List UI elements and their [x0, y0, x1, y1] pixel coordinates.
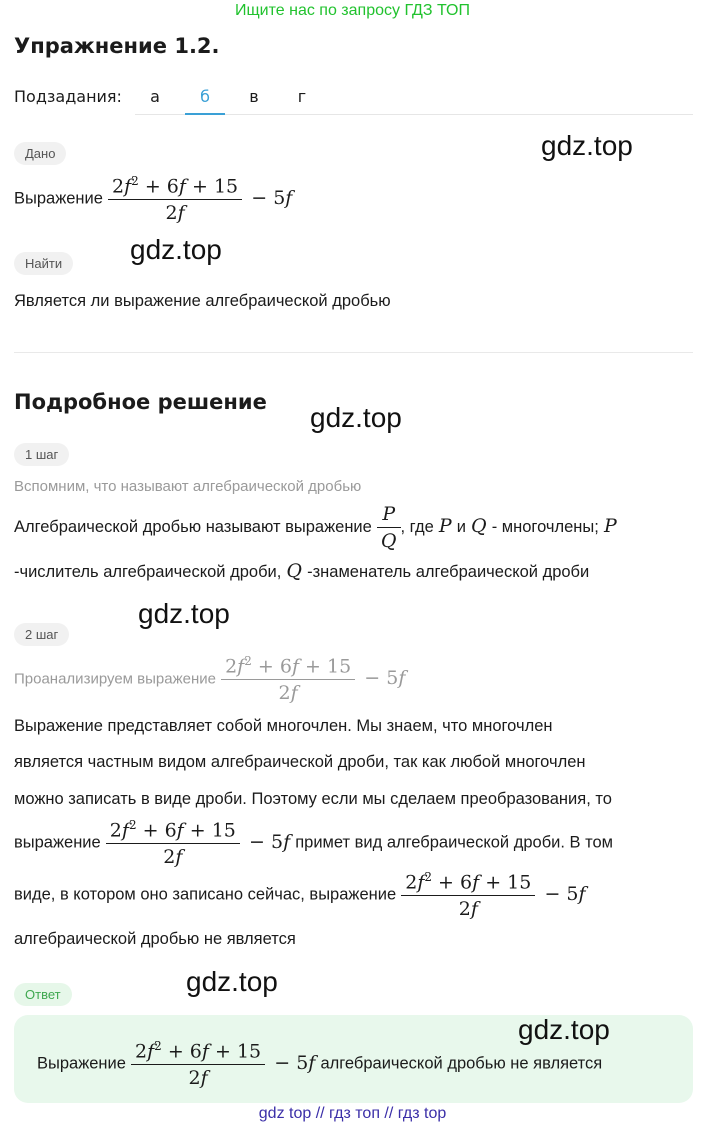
fraction-denominator: 2f — [278, 682, 298, 705]
step2-p6: алгебраической дробью не является — [14, 930, 296, 948]
tab-v[interactable]: в — [249, 87, 259, 106]
step1-and: и — [456, 518, 466, 536]
subtasks-label: Подзадания: — [14, 87, 122, 106]
step2-p1: Выражение представляет собой многочлен. Мы знаем, что многочлен — [14, 717, 553, 735]
step1-line1-b: , где — [400, 518, 434, 536]
step2-hint: Проанализируем выражение — [14, 670, 216, 688]
watermark: gdz.top — [310, 402, 402, 433]
fraction-denominator: 2f — [458, 898, 478, 921]
page-title: Упражнение 1.2. — [14, 34, 220, 58]
answer-suffix: алгебраической дробью не является — [320, 1054, 603, 1073]
step1-badge: 1 шаг — [14, 443, 69, 466]
step2-p4 — [14, 818, 613, 868]
expression-rest: − 5f — [274, 1051, 316, 1074]
expression-rest: − 5f — [251, 186, 293, 209]
pq-fraction — [377, 503, 401, 552]
step1-line1-a: Алгебраической дробью называют выражение — [14, 518, 372, 536]
watermark: gdz.top — [541, 130, 633, 161]
step1-line2-a: -числитель алгебраической дроби, — [14, 563, 282, 581]
step1-line1 — [14, 503, 617, 552]
watermark: gdz.top — [138, 598, 230, 629]
given-expression — [14, 174, 292, 224]
top-banner: Ищите нас по запросу ГДЗ ТОП — [235, 2, 470, 19]
answer-badge: Ответ — [14, 983, 72, 1006]
fraction-numerator: $2f^2 + 6f + 15$ — [112, 174, 239, 198]
step2-p4-a: выражение — [14, 833, 101, 852]
step2-p2: является частным видом алгебраической дроби, так как любой многочлен — [14, 753, 586, 771]
var-p2: P — [603, 515, 617, 537]
step1-line2-b: -знаменатель алгебраической дроби — [307, 563, 590, 581]
given-prefix: Выражение — [14, 189, 103, 208]
fraction-denominator: 2f — [188, 1067, 208, 1090]
tab-b[interactable]: б — [200, 87, 210, 106]
step2-p3: можно записать в виде дроби. Поэтому если мы сделаем преобразования, то — [14, 790, 612, 808]
find-text: Является ли выражение алгебраической дробью — [14, 292, 391, 310]
step2-hint-line — [14, 654, 405, 704]
tab-g[interactable]: г — [297, 87, 307, 106]
tab-a[interactable]: а — [150, 87, 160, 106]
solution-title: Подробное решение — [14, 390, 267, 414]
watermark: gdz.top — [518, 1014, 610, 1045]
fraction-denominator: 2f — [163, 846, 183, 869]
fraction-numerator: $2f^2 + 6f + 15$ — [405, 870, 532, 894]
step2-hint-fraction — [221, 654, 355, 704]
step2-fraction-2 — [401, 870, 535, 920]
pq-numerator: P — [382, 503, 396, 525]
footer-links[interactable]: gdz top // гдз топ // гдз top — [258, 1105, 447, 1122]
step2-p5-a: виде, в котором оно записано сейчас, выражение — [14, 885, 397, 904]
step2-p5 — [14, 870, 586, 920]
step2-fraction-1 — [106, 818, 240, 868]
expression-rest: − 5f — [364, 666, 406, 689]
var-p: P — [438, 515, 452, 537]
section-divider — [14, 352, 693, 353]
expression-rest: − 5f — [249, 830, 291, 853]
step1-hint: Вспомним, что называют алгебраической дробью — [14, 478, 362, 495]
fraction-numerator: $2f^2 + 6f + 15$ — [225, 654, 352, 678]
var-q2: Q — [286, 560, 302, 582]
answer-fraction — [131, 1039, 265, 1089]
fraction-denominator: 2f — [165, 202, 185, 225]
answer-line — [37, 1039, 602, 1089]
expression-rest: − 5f — [544, 882, 586, 905]
active-tab-indicator — [185, 113, 225, 115]
step1-line2 — [14, 560, 589, 582]
given-badge: Дано — [14, 142, 66, 165]
step2-p4-b: примет вид алгебраической дроби. В том — [295, 833, 614, 852]
answer-prefix: Выражение — [37, 1054, 126, 1073]
step2-badge: 2 шаг — [14, 623, 69, 646]
step1-line1-c: - многочлены; — [491, 518, 599, 536]
pq-denominator: Q — [380, 530, 397, 552]
fraction-numerator: $2f^2 + 6f + 15$ — [135, 1039, 262, 1063]
watermark: gdz.top — [186, 966, 278, 997]
expression-fraction — [108, 174, 242, 224]
find-badge: Найти — [14, 252, 73, 275]
fraction-numerator: $2f^2 + 6f + 15$ — [109, 818, 236, 842]
var-q: Q — [471, 515, 487, 537]
watermark: gdz.top — [130, 234, 222, 265]
